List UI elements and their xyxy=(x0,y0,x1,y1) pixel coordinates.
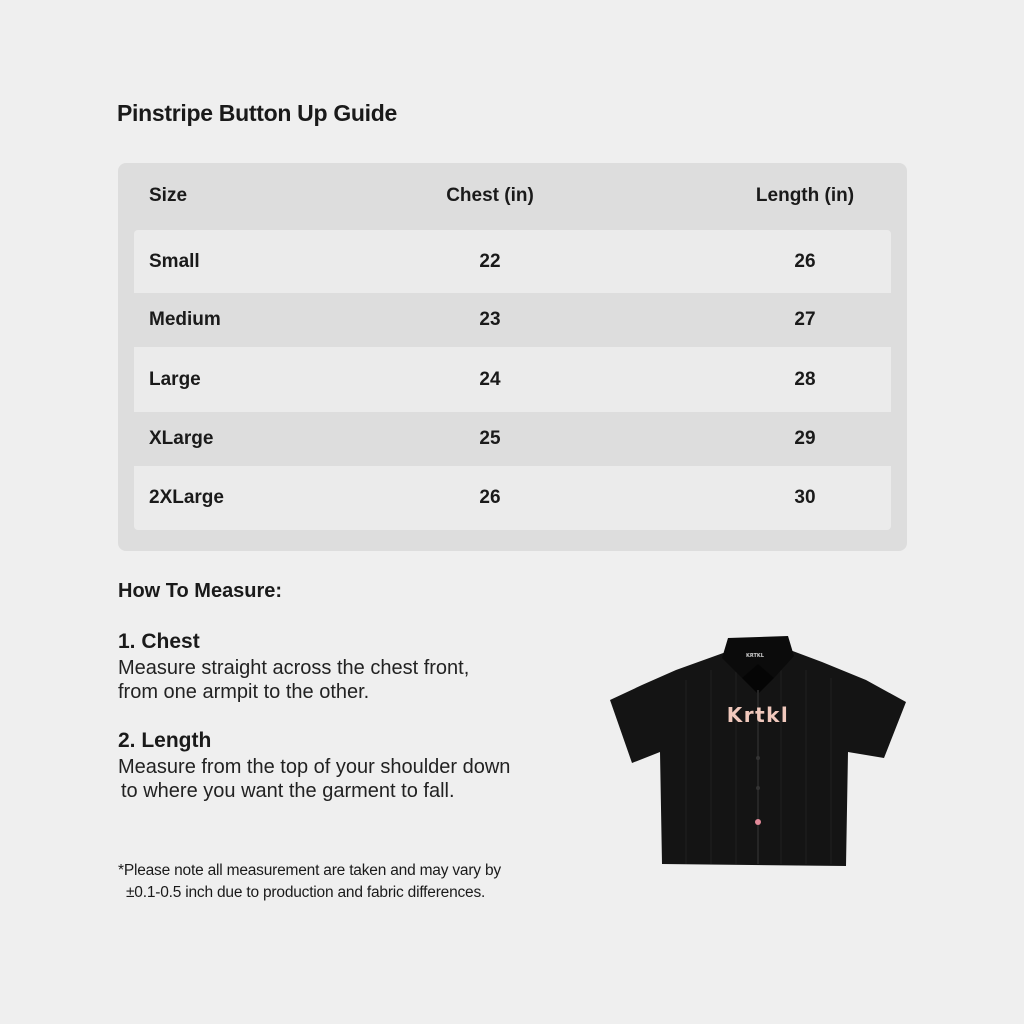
step-line: to where you want the garment to fall. xyxy=(121,780,455,802)
size-cell: Medium xyxy=(149,309,221,330)
chest-cell: 25 xyxy=(479,428,501,449)
table-row xyxy=(134,466,891,530)
header-length: Length (in) xyxy=(755,185,855,206)
shirt-label: KRTKL xyxy=(746,653,764,659)
step-length-title: 2. Length xyxy=(118,729,212,752)
chest-cell: 24 xyxy=(479,368,501,390)
krtkl-logo: Krtkl xyxy=(726,703,790,727)
size-cell: Small xyxy=(149,250,200,272)
length-cell: 30 xyxy=(794,487,816,508)
table-row xyxy=(134,293,891,347)
shirt-product-image xyxy=(606,630,910,870)
note-line: ±0.1-0.5 inch due to production and fabric differences. xyxy=(126,884,486,901)
measurement-note xyxy=(118,860,501,904)
step-chest-title: 1. Chest xyxy=(118,630,200,653)
how-to-heading: How To Measure: xyxy=(118,580,283,602)
length-cell: 27 xyxy=(794,309,816,330)
size-cell: 2XLarge xyxy=(149,487,224,508)
length-cell: 29 xyxy=(794,428,816,449)
size-cell: XLarge xyxy=(149,428,214,449)
step-line: Measure straight across the chest front, xyxy=(118,657,470,679)
table-header xyxy=(134,163,891,229)
step-chest-description xyxy=(118,656,469,704)
table-row xyxy=(134,347,891,412)
chest-cell: 23 xyxy=(479,309,501,330)
size-table xyxy=(118,163,907,551)
step-line: Measure from the top of your shoulder down xyxy=(118,756,511,778)
step-length-description xyxy=(118,755,510,803)
length-cell: 28 xyxy=(794,368,816,390)
chest-cell: 22 xyxy=(479,250,501,272)
header-size: Size xyxy=(149,185,188,206)
size-cell: Large xyxy=(149,368,201,390)
length-cell: 26 xyxy=(794,250,816,272)
page-title: Pinstripe Button Up Guide xyxy=(117,100,397,126)
table-row xyxy=(134,230,891,293)
note-line: *Please note all measurement are taken and may vary by xyxy=(118,862,501,879)
step-line: from one armpit to the other. xyxy=(118,681,370,703)
table-row xyxy=(134,412,891,466)
chest-cell: 26 xyxy=(479,487,501,508)
header-chest: Chest (in) xyxy=(446,185,534,206)
